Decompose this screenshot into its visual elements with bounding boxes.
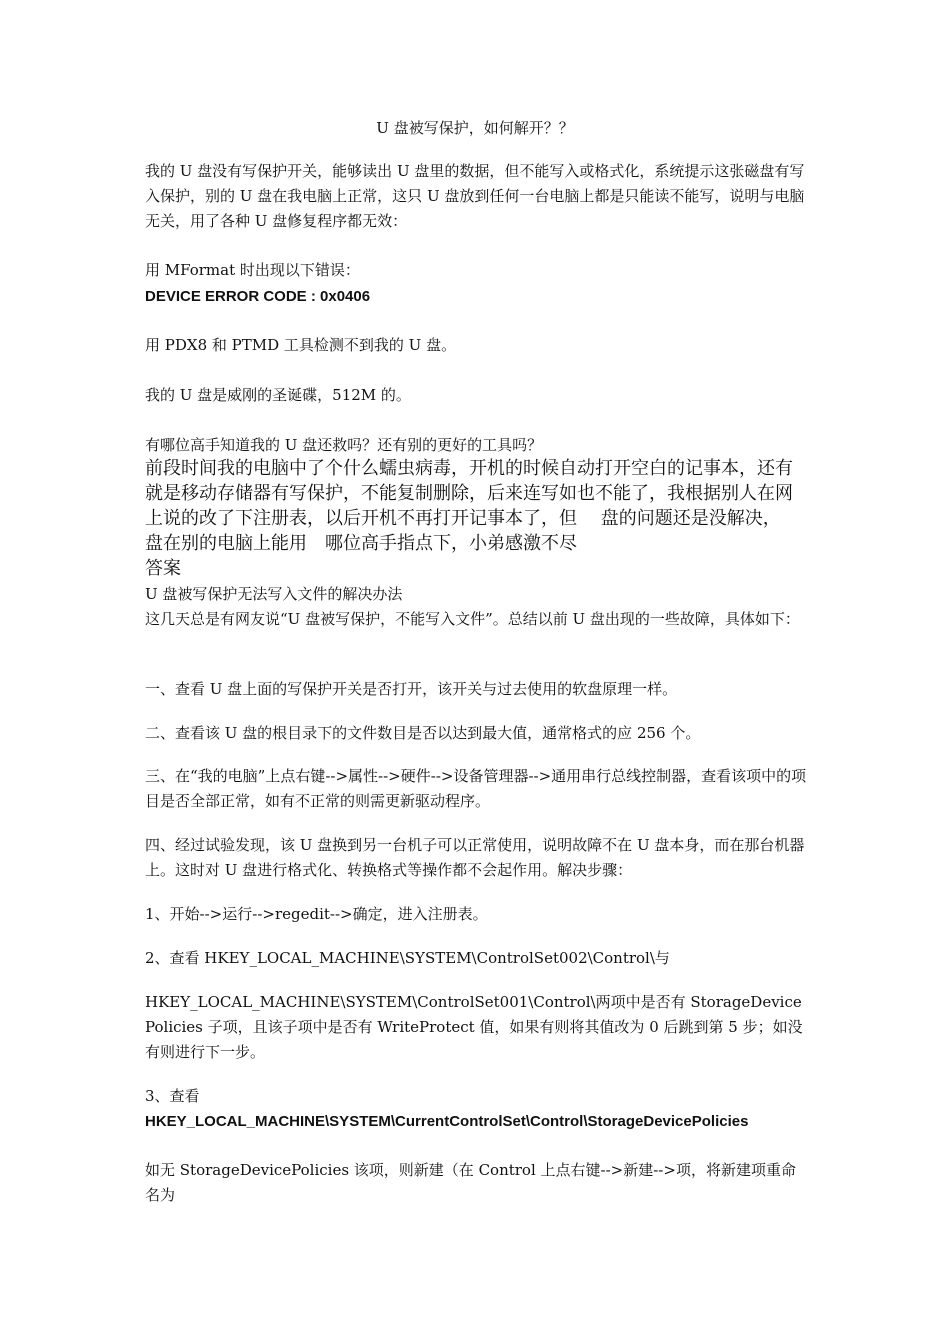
step-3-line-3: 如无 StorageDevicePolicies 该项，则新建（在 Control 上点右键-->新建-->项，将新建项重命名为 — [145, 1161, 796, 1204]
step-3-registry-path: HKEY_LOCAL_MACHINE\SYSTEM\CurrentControlSet\Control\StorageDevicePolicies — [145, 1113, 749, 1130]
answer-item-4: 四、经过试验发现，该 U 盘换到另一台机子可以正常使用，说明故障不在 U 盘本身，而在那台机器上。这时对 U 盘进行格式化、转换格式等操作都不会起作用。解决步骤： — [145, 836, 805, 879]
answer-item-1: 一、查看 U 盘上面的写保护开关是否打开，该开关与过去使用的软盘原理一样。 — [145, 680, 678, 698]
answer-item-3: 三、在“我的电脑”上点右键-->属性-->硬件-->设备管理器-->通用串行总线控制器，查看该项中的项目是否全部正常，如有不正常的则需更新驱动程序。 — [145, 767, 807, 810]
step-1: 1、开始-->运行-->regedit-->确定，进入注册表。 — [145, 905, 488, 923]
question-paragraph-5: 我的 U 盘是威刚的圣诞碟，512M 的。 — [145, 386, 411, 404]
answer-heading: U 盘被写保护无法写入文件的解决办法 — [145, 585, 403, 603]
step-2-line-1: 2、查看 HKEY_LOCAL_MACHINE\SYSTEM\ControlSet002\Control\与 — [145, 949, 670, 967]
question-paragraph-7: 前段时间我的电脑中了个什么蠕虫病毒，开机的时候自动打开空白的记事本，还有就是移动存储器有写保护，不能复制删除，后来连写如也不能了，我根据别人在网上说的改了下注册表，以后开机不再打开记事本了，但 盘的问题还是没解决， 盘在别的电脑上能用 哪位高手指点下，小弟感激不尽 — [145, 458, 796, 554]
step-2-line-2: HKEY_LOCAL_MACHINE\SYSTEM\ControlSet001\Control\两项中是否有 StorageDevicePolicies 子项，且该子项中是否有 WriteProtect 值，如果有则将其值改为 0 后跳到第 5 步；如没有则进行下一步。 — [145, 993, 803, 1061]
question-paragraph-6: 有哪位高手知道我的 U 盘还救吗？还有别的更好的工具吗？ — [145, 436, 543, 454]
error-code-line: DEVICE ERROR CODE : 0x0406 — [145, 288, 371, 305]
answer-intro: 这几天总是有网友说“U 盘被写保护，不能写入文件”。总结以前 U 盘出现的一些故障，具体如下： — [145, 610, 800, 628]
answer-item-2: 二、查看该 U 盘的根目录下的文件数目是否以达到最大值，通常格式的应 256 个。 — [145, 724, 701, 742]
answer-label: 答案 — [145, 558, 181, 579]
step-3-line-1: 3、查看 — [145, 1087, 200, 1105]
question-paragraph-4: 用 PDX8 和 PTMD 工具检测不到我的 U 盘。 — [145, 336, 457, 354]
document-title: U 盘被写保护，如何解开？？ — [376, 119, 574, 137]
question-paragraph-2: 用 MFormat 时出现以下错误： — [145, 261, 360, 279]
question-paragraph-1: 我的 U 盘没有写保护开关，能够读出 U 盘里的数据，但不能写入或格式化，系统提示这张磁盘有写入保护，别的 U 盘在我电脑上正常，这只 U 盘放到任何一台电脑上都是只能读不能写，说明与电脑无关，用了各种 U 盘修复程序都无效： — [145, 162, 805, 230]
